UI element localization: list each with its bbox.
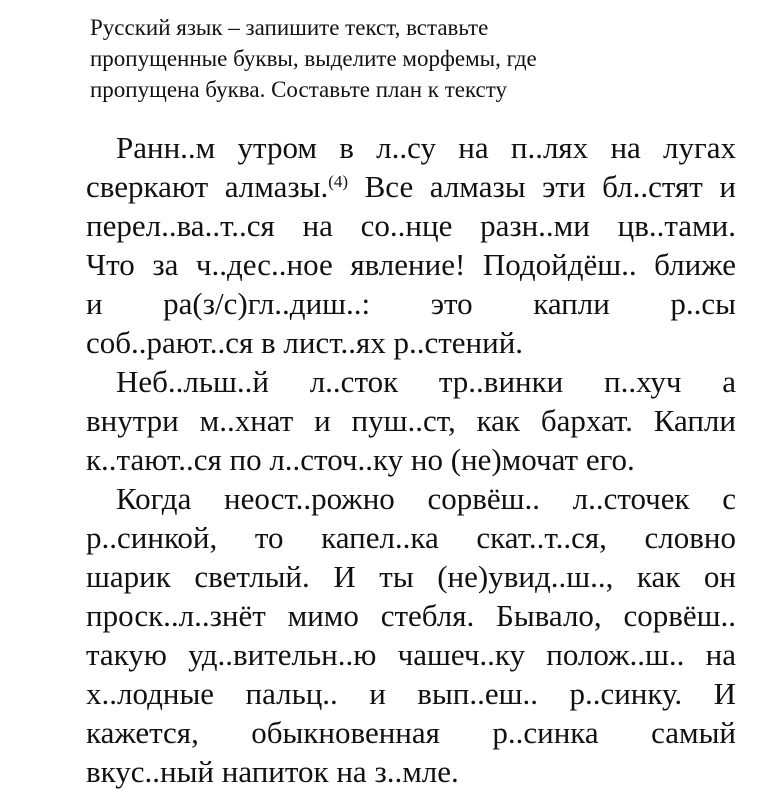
text-line: и ра(з/с)гл..диш..: это капли р..сы bbox=[86, 286, 736, 321]
text-line: Что за ч..дес..ное явление! Подойдёш.. ближе bbox=[86, 247, 736, 282]
text-line-with-footnote bbox=[86, 167, 736, 206]
task-line: пропущенные буквы, выделите морфемы, где bbox=[90, 46, 537, 71]
text-line: Когда неост..рожно сорвёш.. л..сточек с bbox=[116, 481, 736, 516]
text-line: соб..рают..ся в лист..ях р..стений. bbox=[86, 325, 524, 360]
text-line: к..тают..ся по л..сточ..ку но (не)мочат его. bbox=[86, 442, 635, 477]
text-line: перел..ва..т..ся на со..нце разн..ми цв..тами. bbox=[86, 208, 736, 243]
task-line: пропущена буква. Составьте план к тексту bbox=[90, 77, 508, 102]
text-fragment: Все алмазы эти бл..стят и bbox=[364, 169, 736, 204]
text-line: х..лодные пальц.. и вып..еш.. р..синку. И bbox=[86, 676, 736, 711]
text-line: Ранн..м утром в л..су на п..лях на лугах bbox=[116, 130, 736, 165]
exercise-text bbox=[86, 128, 736, 791]
text-line: шарик светлый. И ты (не)увид..ш.., как он bbox=[86, 559, 736, 594]
text-line: проск..л..знёт мимо стебля. Бывало, сорвёш.. bbox=[86, 598, 736, 633]
text-line: такую уд..вительн..ю чашеч..ку полож..ш.. на bbox=[86, 637, 736, 672]
text-line: внутри м..хнат и пуш..ст, как бархат. Капли bbox=[86, 403, 736, 438]
text-line: р..синкой, то капел..ка скат..т..ся, словно bbox=[86, 520, 736, 555]
text-line: вкус..ный напиток на з..мле. bbox=[86, 754, 459, 789]
text-line: Неб..льш..й л..сток тр..винки п..хуч а bbox=[116, 364, 736, 399]
text-fragment: сверкают алмазы. bbox=[86, 169, 329, 204]
text-line: кажется, обыкновенная р..синка самый bbox=[86, 715, 736, 750]
task-line: Русский язык – запишите текст, вставьте bbox=[90, 15, 489, 40]
footnote-mark: (4) bbox=[328, 172, 349, 191]
task-instructions bbox=[90, 12, 730, 105]
